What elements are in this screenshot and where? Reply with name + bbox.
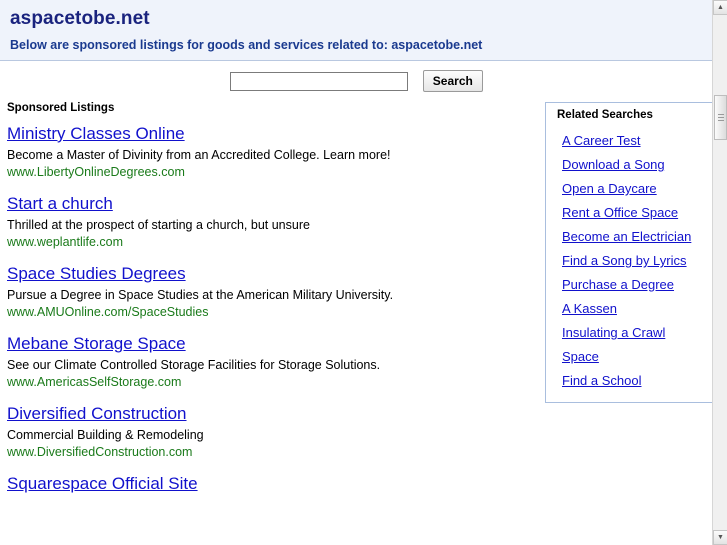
sponsored-listings-heading: Sponsored Listings [7, 102, 115, 114]
ad-title-link[interactable]: Squarespace Official Site [7, 474, 198, 493]
search-button[interactable]: Search [423, 70, 483, 92]
related-search-link[interactable]: Download a Song [562, 157, 665, 172]
list-item [7, 334, 533, 389]
vertical-scrollbar[interactable] [712, 0, 727, 545]
page-header [0, 0, 713, 61]
scrollbar-thumb[interactable] [714, 95, 727, 140]
ad-description: Become a Master of Divinity from an Accredited College. Learn more! [7, 148, 391, 162]
ad-title-link[interactable]: Mebane Storage Space [7, 334, 186, 353]
list-item [7, 474, 533, 497]
list-item [7, 264, 533, 319]
ad-description: Pursue a Degree in Space Studies at the American Military University. [7, 288, 394, 302]
ad-url: www.LibertyOnlineDegrees.com [7, 165, 185, 179]
scrollbar-grip-icon [718, 114, 724, 115]
related-search-link[interactable]: Purchase a Degree [562, 277, 675, 292]
related-search-link[interactable]: Find a Song by Lyrics [562, 253, 687, 268]
related-search-link[interactable]: Rent a Office Space [562, 205, 679, 220]
ad-title-link[interactable]: Space Studies Degrees [7, 264, 186, 283]
ad-description: Thrilled at the prospect of starting a church, but unsure [7, 218, 310, 232]
search-bar [0, 61, 713, 102]
related-search-link[interactable]: Find a School [562, 373, 642, 388]
ad-url: www.AMUOnline.com/SpaceStudies [7, 305, 209, 319]
ad-title-link[interactable]: Diversified Construction [7, 404, 187, 423]
ad-title-link[interactable]: Start a church [7, 194, 113, 213]
site-title: aspacetobe.net [10, 8, 150, 29]
related-search-link[interactable]: A Kassen [562, 301, 617, 316]
sponsored-listings [5, 102, 533, 512]
list-item [7, 404, 533, 459]
search-input[interactable] [230, 72, 408, 91]
page-tagline: Below are sponsored listings for goods and services related to: aspacetobe.net [10, 38, 483, 52]
scroll-down-arrow-icon[interactable]: ▼ [713, 530, 727, 545]
scroll-up-arrow-icon[interactable]: ▲ [713, 0, 727, 15]
ad-description: See our Climate Controlled Storage Facilities for Storage Solutions. [7, 358, 381, 372]
ad-url: www.weplantlife.com [7, 235, 124, 249]
related-search-link[interactable]: Open a Daycare [562, 181, 657, 196]
ad-description: Commercial Building & Remodeling [7, 428, 204, 442]
related-search-link[interactable]: Become an Electrician [562, 229, 692, 244]
ad-url: www.AmericasSelfStorage.com [7, 375, 182, 389]
related-searches-box [545, 102, 713, 403]
related-search-link[interactable]: A Career Test [562, 133, 641, 148]
related-search-link[interactable]: Insulating a Crawl Space [562, 325, 666, 364]
list-item [7, 124, 533, 179]
related-searches-heading: Related Searches [557, 109, 653, 121]
ad-url: www.DiversifiedConstruction.com [7, 445, 193, 459]
list-item [7, 194, 533, 249]
ad-title-link[interactable]: Ministry Classes Online [7, 124, 185, 143]
